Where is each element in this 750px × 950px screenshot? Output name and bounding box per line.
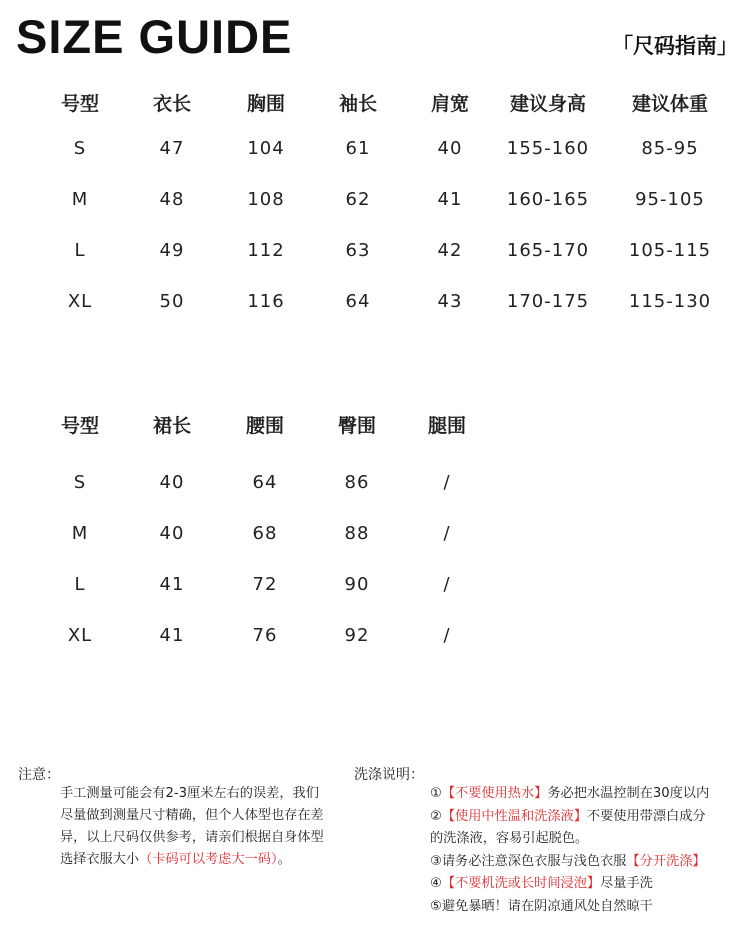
washing-text: ③请务必注意深色衣服与浅色衣服 bbox=[430, 853, 627, 869]
table-cell: 115-130 bbox=[628, 291, 712, 312]
table-cell: 42 bbox=[437, 240, 463, 261]
table-cell: 63 bbox=[345, 240, 371, 261]
table-cell: 170-175 bbox=[506, 291, 590, 312]
washing-item-5: ⑤避免暴晒！请在阴凉通风处自然晾干 bbox=[430, 898, 653, 914]
notes-text: 。 bbox=[277, 852, 291, 867]
size-label: M bbox=[71, 189, 89, 210]
washing-text: 尽量手洗 bbox=[600, 876, 653, 891]
size-label: M bbox=[71, 523, 89, 544]
page-subtitle: 「尺码指南」 bbox=[612, 34, 738, 58]
item-number: ② bbox=[430, 808, 442, 824]
table-cell: 62 bbox=[345, 189, 371, 210]
table-cell: 160-165 bbox=[506, 189, 590, 210]
table-cell: 41 bbox=[437, 189, 463, 210]
table-cell: 40 bbox=[159, 523, 185, 544]
column-header: 腿围 bbox=[427, 415, 466, 437]
column-header: 建议体重 bbox=[631, 93, 708, 115]
washing-highlight: 【不要机洗或长时间浸泡】 bbox=[441, 876, 601, 891]
table-cell: 68 bbox=[252, 523, 278, 544]
notes-highlight: （卡码可以考虑大一码） bbox=[139, 852, 278, 867]
table-cell: 165-170 bbox=[506, 240, 590, 261]
notes-body bbox=[60, 783, 360, 871]
column-header: 胸围 bbox=[246, 93, 285, 115]
size-label: L bbox=[74, 574, 86, 595]
column-header: 裙长 bbox=[152, 415, 191, 437]
table-cell: 61 bbox=[345, 138, 371, 159]
table-cell: 88 bbox=[344, 523, 370, 544]
table-cell: 104 bbox=[247, 138, 285, 159]
table-cell: 76 bbox=[252, 625, 278, 646]
size-label: XL bbox=[67, 291, 93, 312]
washing-highlight: 【使用中性温和洗涤液】 bbox=[441, 808, 587, 824]
size-label: XL bbox=[67, 625, 93, 646]
item-number: ④ bbox=[430, 876, 442, 891]
table-cell: 85-95 bbox=[641, 138, 699, 159]
washing-text: 务必把水温控制在30度以内 bbox=[547, 786, 710, 801]
table-cell: 43 bbox=[437, 291, 463, 312]
item-number: ① bbox=[430, 786, 442, 801]
column-header: 号型 bbox=[60, 93, 99, 115]
table-cell: 49 bbox=[159, 240, 185, 261]
column-header: 建议身高 bbox=[509, 93, 586, 115]
column-header: 臀围 bbox=[337, 415, 376, 437]
washing-item-3 bbox=[430, 851, 748, 874]
table-cell: 64 bbox=[345, 291, 371, 312]
table-cell: 108 bbox=[247, 189, 285, 210]
washing-item-2-cont: 的洗涤液，容易引起脱色。 bbox=[430, 831, 589, 846]
washing-highlight: 【分开洗涤】 bbox=[626, 853, 706, 869]
washing-text: 不要使用带漂白成分 bbox=[586, 808, 706, 824]
table-cell: / bbox=[443, 472, 451, 493]
table-cell: 47 bbox=[159, 138, 185, 159]
table-cell: 50 bbox=[159, 291, 185, 312]
table-cell: / bbox=[443, 625, 451, 646]
washing-item-2 bbox=[430, 806, 748, 829]
washing-title: 洗涤说明： bbox=[354, 767, 424, 783]
notes-line bbox=[60, 849, 360, 871]
table-cell: 92 bbox=[344, 625, 370, 646]
table-cell: 41 bbox=[159, 574, 185, 595]
table-cell: 40 bbox=[159, 472, 185, 493]
washing-item-1 bbox=[430, 783, 748, 806]
table-cell: / bbox=[443, 574, 451, 595]
notes-line: 异，以上尺码仅供参考，请亲们根据自身体型 bbox=[60, 830, 324, 845]
table-cell: 112 bbox=[247, 240, 285, 261]
column-header: 衣长 bbox=[152, 93, 191, 115]
table-cell: 90 bbox=[344, 574, 370, 595]
column-header: 号型 bbox=[60, 415, 99, 437]
washing-item-4 bbox=[430, 873, 748, 896]
table-cell: 48 bbox=[159, 189, 185, 210]
table-cell: 95-105 bbox=[635, 189, 705, 210]
table-cell: 105-115 bbox=[628, 240, 712, 261]
notes-line: 手工测量可能会有2-3厘米左右的误差，我们 bbox=[60, 786, 319, 801]
size-label: L bbox=[74, 240, 86, 261]
column-header: 肩宽 bbox=[430, 93, 469, 115]
table-cell: / bbox=[443, 523, 451, 544]
table-cell: 64 bbox=[252, 472, 278, 493]
table-cell: 116 bbox=[247, 291, 285, 312]
washing-body bbox=[430, 783, 748, 918]
page-title: SIZE GUIDE bbox=[16, 10, 293, 63]
size-label: S bbox=[73, 138, 87, 159]
washing-highlight: 【不要使用热水】 bbox=[441, 786, 548, 801]
table-cell: 155-160 bbox=[506, 138, 590, 159]
table-cell: 72 bbox=[252, 574, 278, 595]
notes-line: 尽量做到测量尺寸精确，但个人体型也存在差 bbox=[60, 808, 324, 823]
table-cell: 40 bbox=[437, 138, 463, 159]
column-header: 袖长 bbox=[338, 93, 377, 115]
size-label: S bbox=[73, 472, 87, 493]
column-header: 腰围 bbox=[245, 415, 284, 437]
table-cell: 86 bbox=[344, 472, 370, 493]
notes-title: 注意： bbox=[18, 767, 60, 783]
notes-text: 选择衣服大小 bbox=[60, 852, 140, 867]
table-cell: 41 bbox=[159, 625, 185, 646]
